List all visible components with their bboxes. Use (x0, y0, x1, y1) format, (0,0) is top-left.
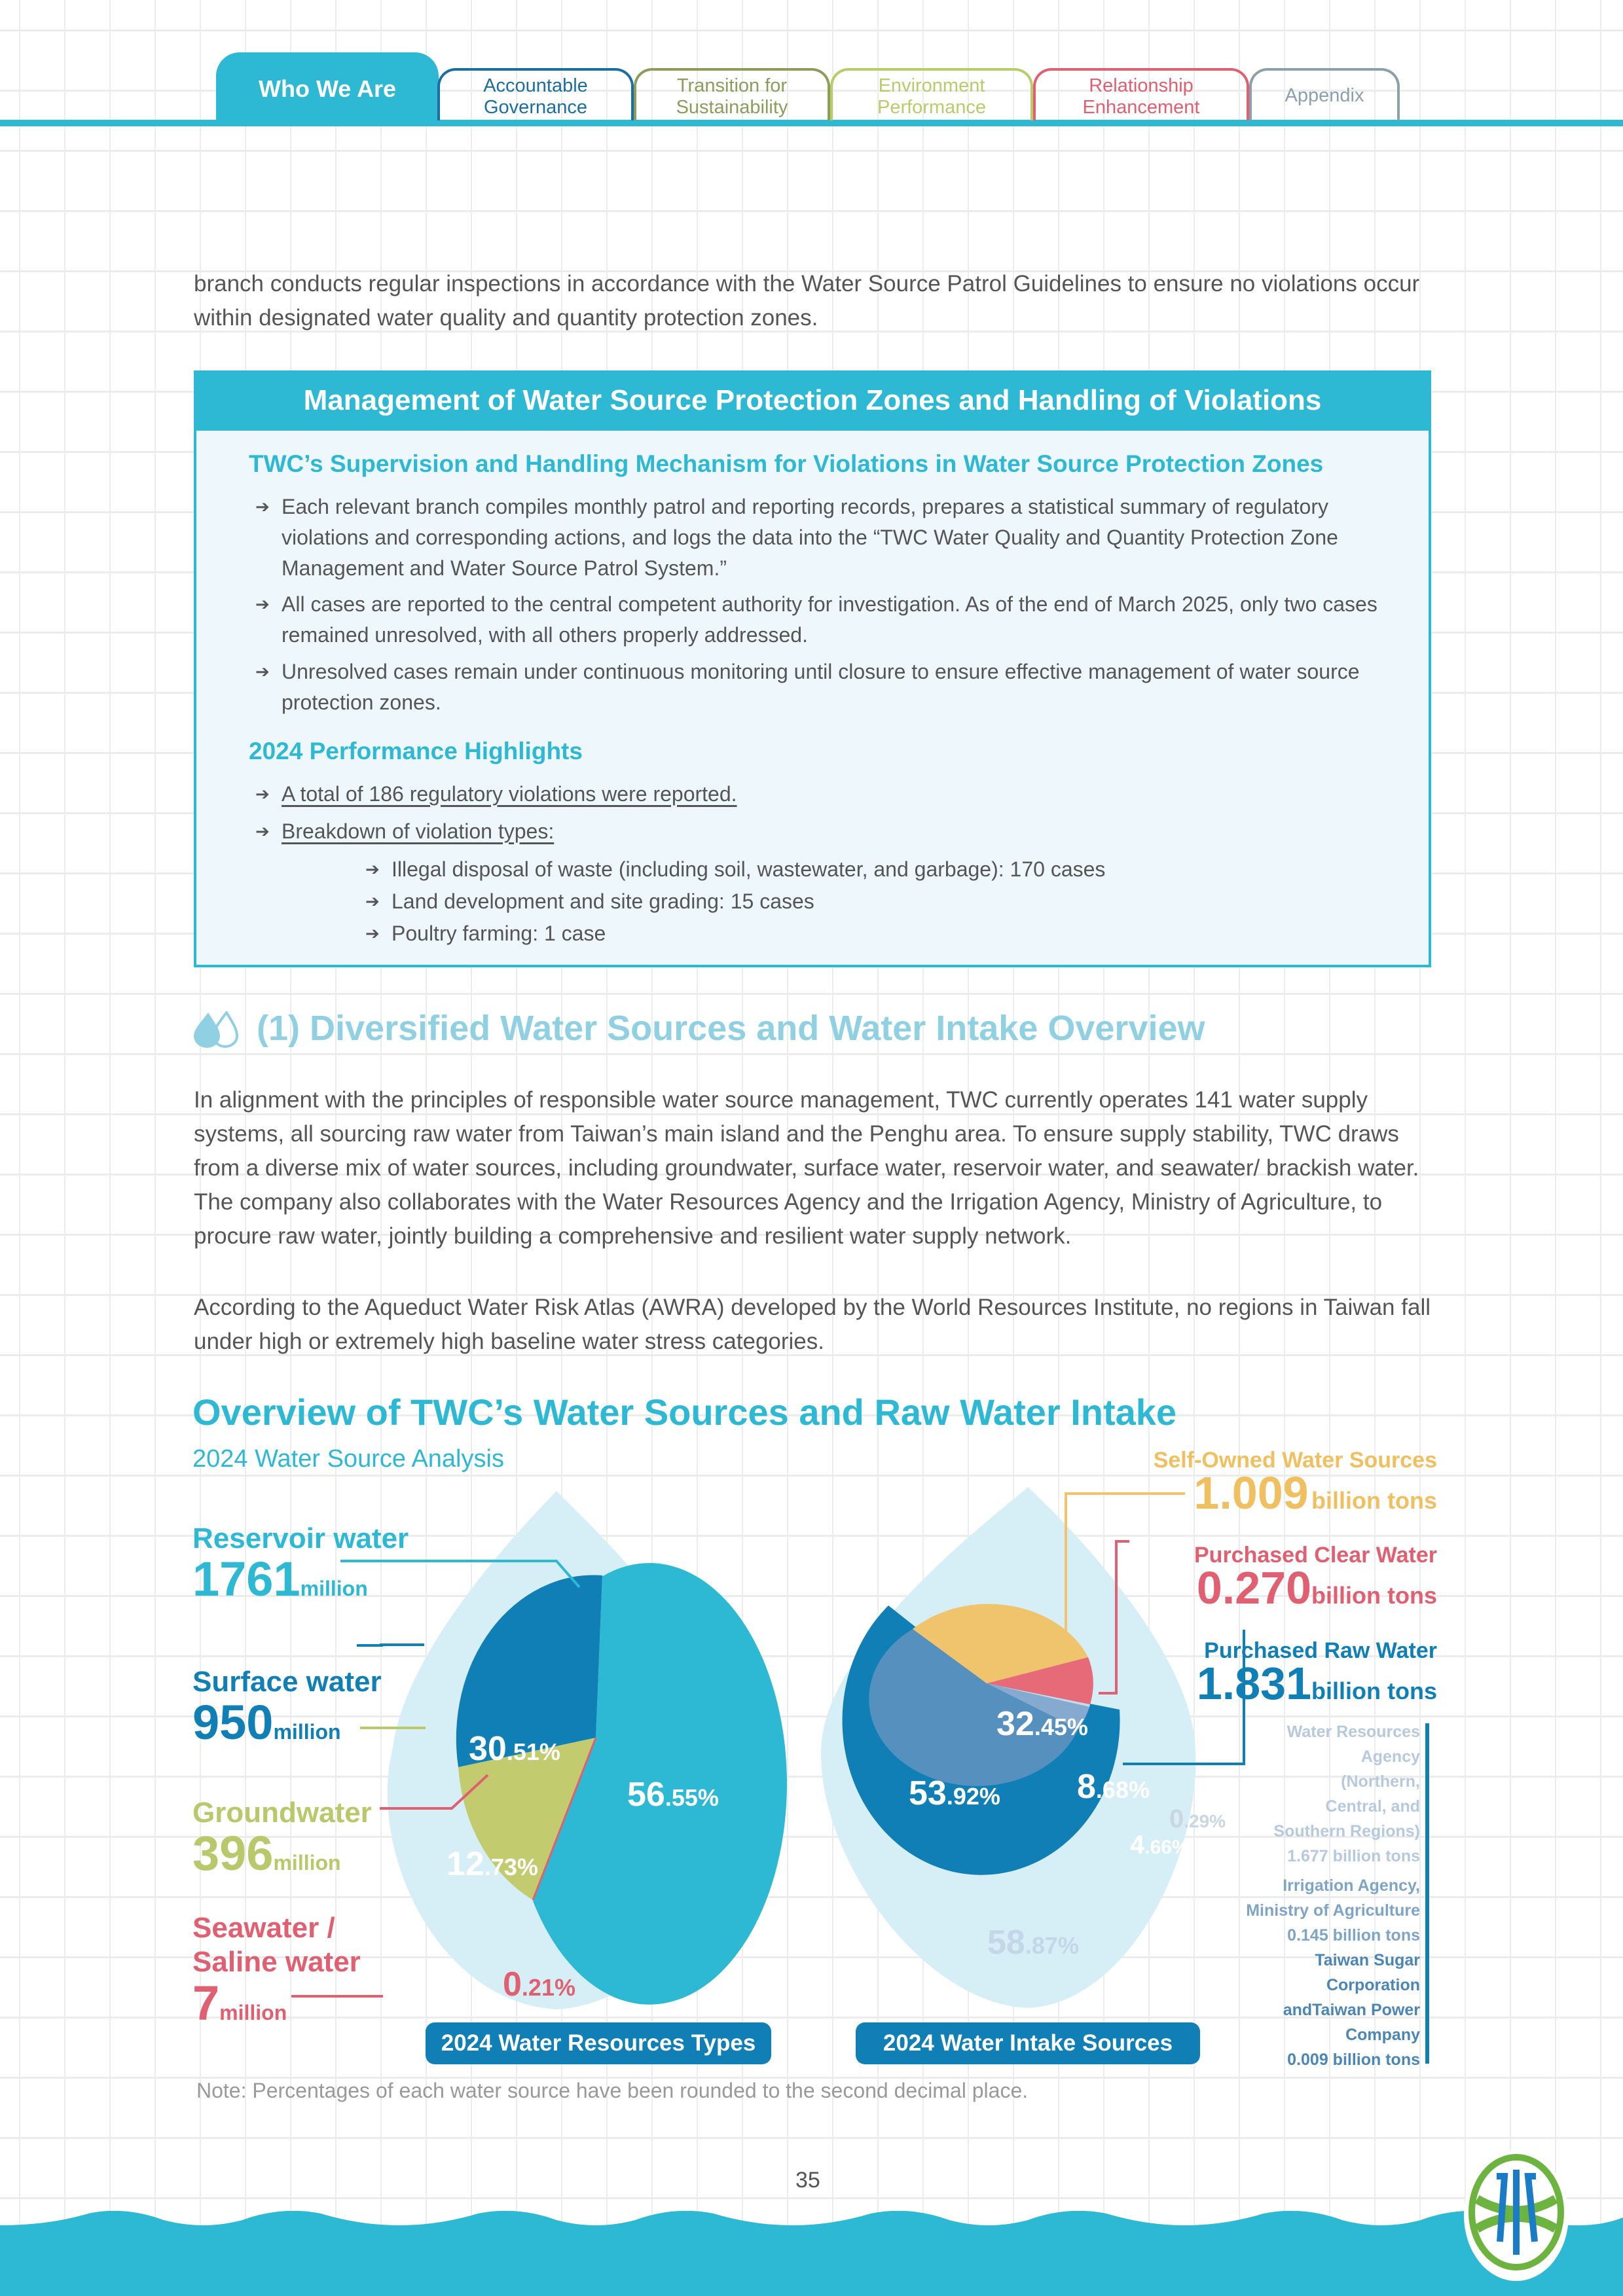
arrow-icon: ➔ (255, 662, 270, 681)
twc-logo (1464, 2150, 1569, 2281)
highlight-item: ➔ Breakdown of violation types: (282, 816, 554, 847)
arrow-icon: ➔ (255, 821, 270, 841)
chart-subtitle: 2024 Water Source Analysis (192, 1445, 504, 1473)
leader-line (357, 1644, 383, 1647)
mechanism-item: ➔ Each relevant branch compiles monthly patrol and reporting records, prepares a statistical summary of regulatory violations and corresponding actions, and logs the data into the “TWC Water Quality and Quantity Protection Zone Management and Water Source Patrol System.” (282, 492, 1381, 584)
pct-water-resources-agency: 53.92% (909, 1774, 1000, 1812)
arrow-icon: ➔ (255, 784, 270, 804)
highlights-heading: 2024 Performance Highlights (249, 738, 583, 764)
pct-groundwater: 12.73% (447, 1845, 538, 1883)
pct-irrigation: 4.66% (1130, 1831, 1190, 1859)
footer-wave (0, 2211, 1623, 2296)
chart-title: Overview of TWC’s Water Sources and Raw Water Intake (192, 1391, 1177, 1433)
arrow-icon: ➔ (365, 924, 380, 943)
pct-surface: 30.51% (469, 1730, 560, 1768)
raw-water-resources-agency: Water Resources Agency (Northern, Central, and Southern Regions) 1.677 billion tons (1273, 1723, 1420, 1865)
tab-accountable-governance[interactable]: Accountable Governance (437, 68, 634, 120)
water-drops-icon (192, 1011, 241, 1048)
tab-environment-performance[interactable]: Environment Performance (830, 68, 1033, 120)
label-seawater: Seawater / Saline water 7million (192, 1912, 361, 2030)
label-self-owned: Self-Owned Water Sources 1.009 billion tons (1153, 1448, 1437, 1518)
leader-line (340, 1560, 380, 1562)
label-groundwater: Groundwater 396million (192, 1797, 372, 1880)
leader-line (291, 1995, 383, 1998)
pct-taiwan-sugar-power: 0.29% (1169, 1804, 1226, 1833)
pct-purchased-clear: 8.68% (1077, 1768, 1150, 1806)
pct-seawater: 0.21% (503, 1965, 575, 2003)
label-reservoir-water: Reservoir water 1761million (192, 1522, 409, 1606)
section-paragraph-1: In alignment with the principles of responsible water source management, TWC currently operates 141 water supply systems, all sourcing raw water from Taiwan’s main island and the Penghu area. To ensure supply stability, TWC draws from a diverse mix of water sources, including groundwater, surface water, reservoir water, and seawater/ brackish water. The company also collaborates with the Water Resources Agency and the Irrigation Agency, Ministry of Agriculture, to procure raw water, jointly building a comprehensive and resilient water supply network. (194, 1087, 1419, 1249)
label-surface-water: Surface water 950million (192, 1666, 382, 1749)
tab-relationship-enhancement[interactable]: Relationship Enhancement (1033, 68, 1249, 120)
arrow-icon: ➔ (255, 594, 270, 614)
caption-water-intake-sources: 2024 Water Intake Sources (856, 2022, 1200, 2064)
leader-line (360, 1727, 383, 1729)
mechanism-heading: TWC’s Supervision and Handling Mechanism for Violations in Water Source Protection Zones (249, 450, 1324, 477)
breakdown-item: ➔ Illegal disposal of waste (including soil, wastewater, and garbage): 170 cases (392, 854, 1105, 885)
breakdown-item: ➔ Land development and site grading: 15 cases (392, 886, 814, 917)
mechanism-item: ➔ Unresolved cases remain under continuous monitoring until closure to ensure effective management of water source protection zones. (282, 656, 1381, 718)
raw-taiwan-sugar-power: Taiwan Sugar Corporation andTaiwan Power Company 0.009 billion tons (1283, 1951, 1420, 2069)
arrow-icon: ➔ (365, 891, 380, 911)
arrow-icon: ➔ (365, 859, 380, 879)
tab-who-we-are[interactable]: Who We Are (216, 52, 439, 124)
water-resources-pie-chart (380, 1486, 812, 2022)
section-paragraph-2: According to the Aqueduct Water Risk Atlas (AWRA) developed by the World Resources Institute, no regions in Taiwan fall under high or extremely high baseline water stress categories. (194, 1295, 1431, 1354)
tab-transition-for-sustainability[interactable]: Transition for Sustainability (634, 68, 830, 120)
pct-purchased-raw: 58.87% (987, 1924, 1079, 1962)
label-purchased-clear: Purchased Clear Water 0.270billion tons (1194, 1543, 1437, 1613)
raw-breakdown-bar (1425, 1723, 1429, 2064)
pct-reservoir: 56.55% (627, 1776, 719, 1814)
intro-paragraph: branch conducts regular inspections in accordance with the Water Source Patrol Guidelines to ensure no violations occur within designated water quality and quantity protection zones. (194, 271, 1420, 331)
raw-irrigation-agency: Irrigation Agency, Ministry of Agriculture 0.145 billion tons (1246, 1876, 1420, 1945)
label-purchased-raw: Purchased Raw Water 1.831billion tons (1196, 1638, 1437, 1709)
footnote: Note: Percentages of each water source have been rounded to the second decimal place. (196, 2079, 1029, 2102)
section-title: (1) Diversified Water Sources and Water Intake Overview (257, 1009, 1205, 1048)
mechanism-item: ➔ All cases are reported to the central competent authority for investigation. As of the end of March 2025, only two cases remained unresolved, with all others properly addressed. (282, 589, 1381, 651)
caption-water-resources-types: 2024 Water Resources Types (426, 2022, 771, 2064)
pct-self-owned: 32.45% (996, 1705, 1088, 1743)
breakdown-item: ➔ Poultry farming: 1 case (392, 918, 606, 949)
highlight-item: ➔ A total of 186 regulatory violations were reported. (282, 779, 737, 810)
arrow-icon: ➔ (255, 497, 270, 516)
tab-appendix[interactable]: Appendix (1249, 68, 1400, 120)
page-number: 35 (795, 2168, 820, 2193)
box-title: Management of Water Source Protection Zones and Handling of Violations (194, 370, 1431, 431)
